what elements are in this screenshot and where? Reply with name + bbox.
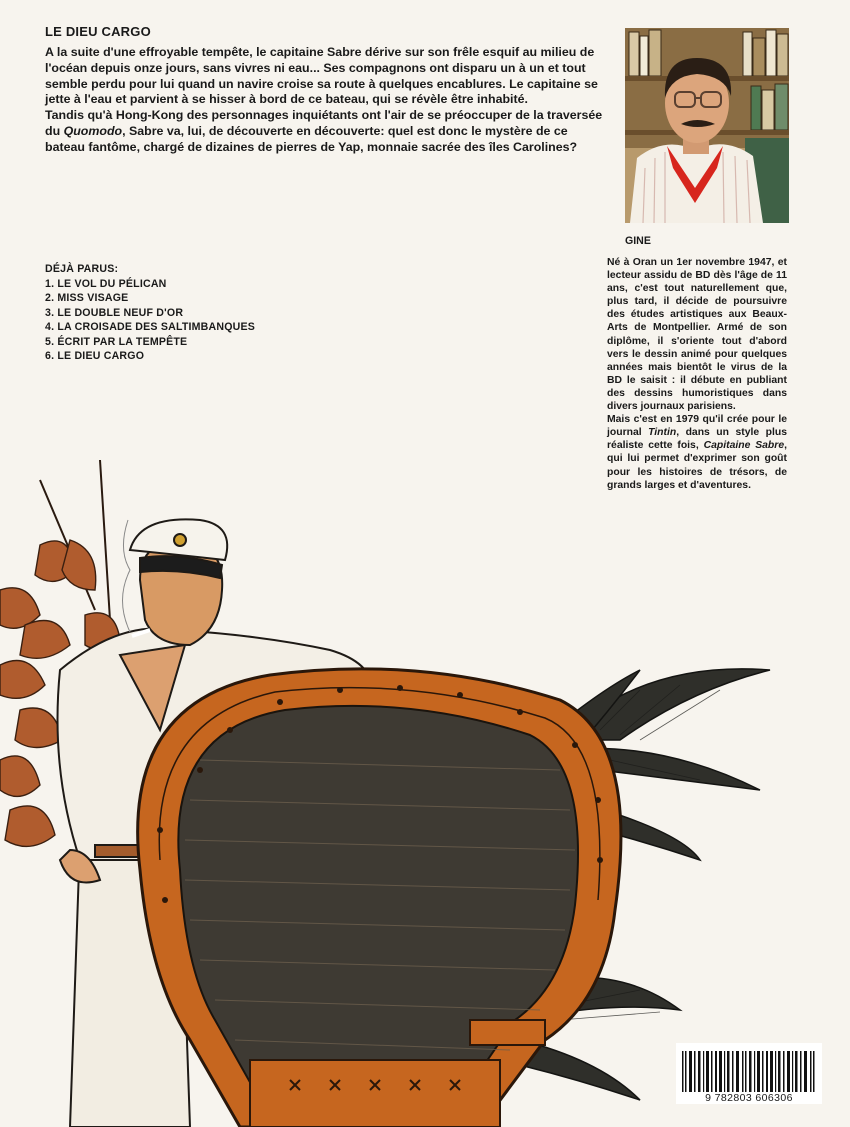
magazine-name: Tintin — [648, 427, 677, 439]
published-item: 6. LE DIEU CARGO — [45, 350, 145, 362]
published-item: 1. LE VOL DU PÉLICAN — [45, 277, 167, 290]
series-name: Capitaine Sabre — [703, 440, 785, 452]
published-heading: DÉJÀ PARUS: — [45, 263, 119, 275]
author-name: GINE — [625, 235, 651, 247]
captain-sabre-illustration — [0, 440, 800, 1127]
synopsis-paragraph-1: A la suite d'une effroyable tempête, le capitaine Sabre dérive sur son frêle esquif au milieu de l'océan depuis onze jours, sans vivres ni eau... Ses compagnons ont disparu un à un et tout semble perdu pour lui quand un navire croise sa route à quelques encablures. Le capitaine se jette à l'eau et parvient à se hisser à bord de ce bateau, qui se révèle être inhabité. — [45, 45, 598, 107]
bio-text: Mais c'est en 1979 qu'il crée pour le journal — [607, 414, 787, 439]
synopsis — [45, 45, 605, 156]
published-item: 5. ÉCRIT PAR LA TEMPÊTE — [45, 335, 188, 348]
author-photo — [625, 28, 789, 223]
bio-paragraph-1: Né à Oran un 1er novembre 1947, et lecteur assidu de BD dès l'âge de 11 ans, c'est tout naturellement que, plus tard, il décide de poursuivre des études artistiques aux Beaux-Arts de Montpellier. Armé de son diplôme, il s'oriente tout d'abord vers le dessin animé pour quelques années mais bientôt le virus de la BD le saisit : il débute en publiant des dessins humoristiques dans divers journaux parisiens. — [607, 257, 787, 413]
book-title: LE DIEU CARGO — [45, 24, 151, 39]
synopsis-text: , Sabre va, lui, de découverte en découverte: quel est donc le mystère de ce bateau fantôme, chargé de dizaines de pierres de Yap, monnaie sacrée des îles Carolines? — [45, 123, 578, 154]
bio-text: , dans un style plus réaliste cette fois, — [607, 427, 787, 452]
synopsis-text: Tandis qu'à Hong-Kong des personnages inquiétants ont l'air de se préoccuper de la traversée du — [45, 108, 603, 138]
barcode-number: 9 782803 606306 — [676, 1092, 822, 1104]
ship-name: Quomodo — [63, 123, 123, 138]
bio-text: , qui lui permet d'exprimer son goût pour les histoires de trésors, de grands larges et d'aventures. — [607, 440, 787, 491]
published-list — [45, 262, 255, 364]
synopsis-paragraph-2 — [45, 108, 605, 155]
published-item: 4. LA CROISADE DES SALTIMBANQUES — [45, 321, 256, 333]
published-item: 2. MISS VISAGE — [45, 292, 129, 304]
author-photo-image — [625, 28, 789, 223]
published-item: 3. LE DOUBLE NEUF D'OR — [45, 306, 184, 319]
